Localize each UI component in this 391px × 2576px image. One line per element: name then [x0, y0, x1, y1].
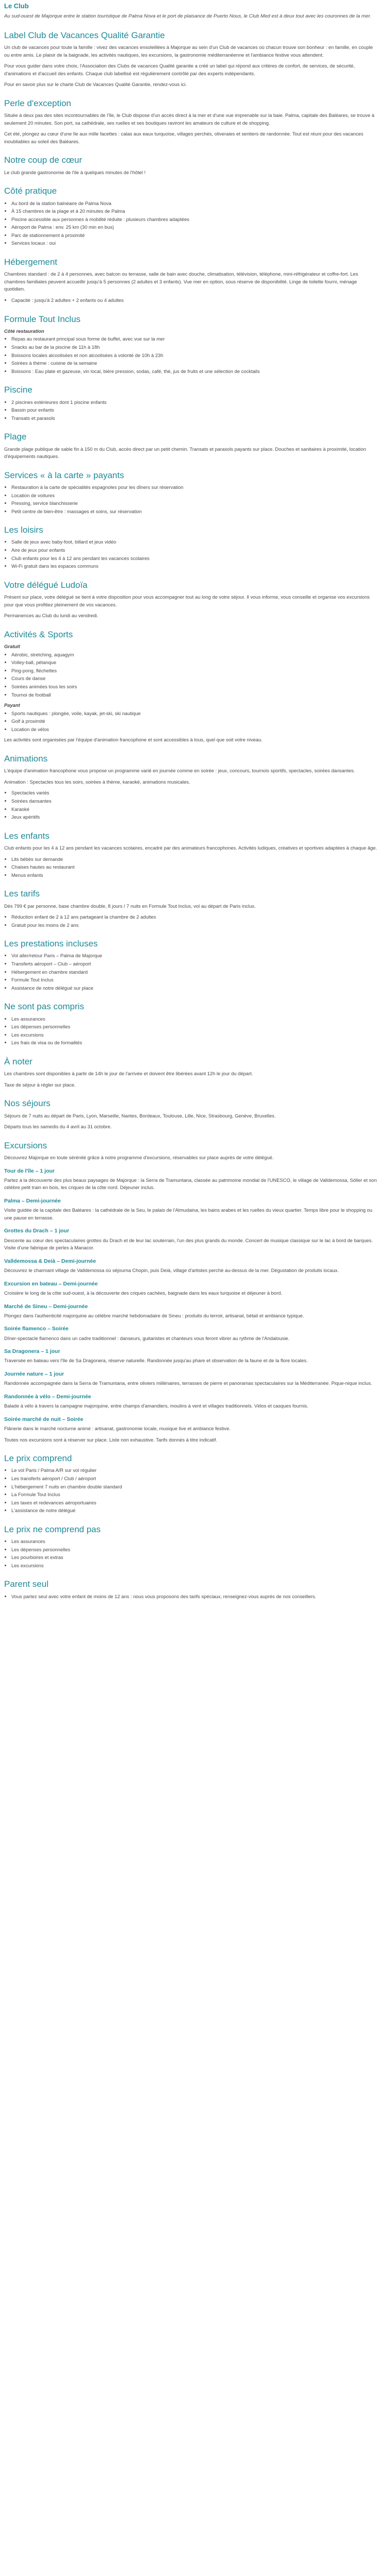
excursion-title: Journée nature – 1 jour: [4, 1371, 64, 1378]
delegue-text-2: Permanences au Club du lundi au vendredi.: [4, 613, 99, 619]
list-item: • Les excursions: [11, 1031, 379, 1039]
activites-text: Les activités sont organisées par l'équipe d'animation francophone et sont accessibles à tous, quel que soit votre niveau.: [4, 737, 263, 743]
list-item: • Bassin pour enfants: [11, 406, 379, 414]
list-item: • Formule Tout Inclus: [11, 976, 379, 984]
prestations-list: [4, 952, 379, 992]
list-item: • Les taxes et redevances aéroportuaires: [11, 1499, 379, 1507]
list-item: • Lits bébés sur demande: [11, 856, 379, 863]
list-item: • Soirées dansantes: [11, 798, 379, 805]
excursion-item: [4, 1302, 379, 1320]
piscine-heading: Piscine: [4, 385, 32, 395]
list-item: • Soirées à thème : cuisine de la semaine: [11, 360, 379, 367]
activites-payant-heading: Payant: [4, 702, 20, 708]
intro-text: Au sud-ouest de Majorque entre le station touristique de Palma Nova et le port de plaisance de Puerto Nous, le Club Med est à deux tout avec les couronnes de la mer.: [4, 13, 371, 19]
list-item: • Aérobic, stretching, aquagym: [11, 651, 379, 659]
sejours-text-1: Séjours de 7 nuits au départ de Paris, Lyon, Marseille, Nantes, Bordeaux, Toulouse, Lille, Nice, Strasbourg, Genève, Bruxelles.: [4, 1112, 276, 1118]
list-item: • Piscine accessible aux personnes à mobilité réduite : plusieurs chambres adaptées: [11, 216, 379, 224]
excursion-title: Valldemossa & Deià – Demi-journée: [4, 1258, 96, 1264]
excursion-text: Dîner-spectacle flamenco dans un cadre traditionnel : danseurs, guitaristes et chanteurs vous feront vibrer au rythme de l'Andalousie.: [4, 1335, 290, 1341]
excursions-heading: Excursions: [4, 1140, 47, 1150]
parent-seul-heading: Parent seul: [4, 1579, 48, 1589]
hebergement-heading: Hébergement: [4, 257, 58, 267]
activites-gratuit-list: [4, 651, 379, 699]
list-item: • Gratuit pour les moins de 2 ans: [11, 922, 379, 929]
excursion-text: Découvrez le charmant village de Valldemossa où séjourna Chopin, puis Deià, village d'artistes perché au-dessus de la mer. Dégustation de produits locaux.: [4, 1267, 339, 1274]
a-noter-heading: À noter: [4, 1056, 32, 1066]
list-item: • Salle de jeux avec baby-foot, billard et jeux vidéo: [11, 538, 379, 546]
list-item: • Réduction enfant de 2 à 12 ans partageant la chambre de 2 adultes: [11, 913, 379, 921]
excursion-text: Partez à la découverte des plus beaux paysages de Majorque : la Serra de Tramuntana, classée au patrimoine mondial de l'UNESCO, le village de Valldemossa, Sóller et son célèbre petit train en bois, les criques de la côte nord. Déjeuner inclus.: [4, 1177, 377, 1191]
enfants-heading: Les enfants: [4, 831, 50, 841]
prestations-heading: Les prestations incluses: [4, 939, 98, 949]
enfants-list: [4, 856, 379, 879]
excursion-item: [4, 1370, 379, 1387]
prix-comprend-heading: Le prix comprend: [4, 1453, 72, 1464]
coup-de-coeur-heading: Notre coup de cœur: [4, 155, 83, 165]
list-item: • Karaoké: [11, 806, 379, 814]
coup-de-coeur-text: Le club grande gastronomie de l'ile à quelques minutes de l'hôtel !: [4, 169, 146, 175]
excursion-text: Flânerie dans le marché nocturne animé : artisanat, gastronomie locale, musique live et ambiance festive.: [4, 1426, 231, 1432]
prix-ne-comprend-heading: Le prix ne comprend pas: [4, 1524, 101, 1534]
perle-text-2: Cet été, plongez au cœur d'une île aux mille facettes : calas aux eaux turquoise, villages perchés, oliveraies et sentiers de randonnée. Tout est réuni pour des vacances inoubliables au soleil des Baléares.: [4, 131, 364, 144]
cote-pratique-list: [4, 200, 379, 247]
animations-text-2: Animation : Spectacles tous les soirs, soirées à thème, karaoké, animations musicales.: [4, 778, 190, 785]
list-item: • Assistance de notre délégué sur place: [11, 985, 379, 992]
label-text-3[interactable]: Pour en savoir plus sur le charte Club de Vacances Qualité Garantie, rendez-vous ici.: [4, 81, 187, 88]
excursion-item: [4, 1167, 379, 1192]
animations-list: [4, 789, 379, 821]
excursion-title: Soirée flamenco – Soirée: [4, 1326, 69, 1332]
list-item: • Les dépenses personnelles: [11, 1023, 379, 1031]
perle-heading: Perle d'exception: [4, 98, 71, 108]
list-item: • Ping-pong, fléchettes: [11, 667, 379, 675]
list-item: • Chaises hautes au restaurant: [11, 863, 379, 871]
list-item: • Transats et parasols: [11, 415, 379, 422]
list-item: • Parc de stationnement à proximité: [11, 232, 379, 240]
a-noter-text-1: Les chambres sont disponibles à partir de 14h le jour de l'arrivée et doivent être libérées avant 12h le jour du départ.: [4, 1071, 253, 1077]
formule-heading: Formule Tout Inclus: [4, 314, 81, 324]
activites-payant-list: [4, 710, 379, 734]
excursion-item: [4, 1393, 379, 1410]
animations-text-1: L'équipe d'animation francophone vous propose un programme varié en journée comme en soirée : jeux, concours, tournois sportifs, spectacles, soirées dansantes.: [4, 768, 355, 774]
list-item: • Petit centre de bien-être : massages et soins, sur réservation: [11, 508, 379, 516]
formule-list: [4, 335, 379, 375]
list-item: • Les dépenses personnelles: [11, 1546, 379, 1554]
list-item: • Vous partez seul avec votre enfant de moins de 12 ans : nous vous proposons des tarifs spéciaux, renseignez-vous auprès de nos conseillers.: [11, 1593, 379, 1601]
list-item: • L'assistance de notre délégué: [11, 1507, 379, 1515]
list-item: • Transferts aéroport – Club – aéroport: [11, 960, 379, 968]
excursion-item: [4, 1227, 379, 1251]
excursions-list: [4, 1167, 379, 1433]
services-heading: Services « à la carte » payants: [4, 470, 124, 480]
page-title: Le Club: [4, 2, 29, 10]
list-item: • Restauration à la carte de spécialités espagnoles pour les dîners sur réservation: [11, 484, 379, 492]
list-item: • Boissons : Eau plate et gazeuse, vin local, bière pression, sodas, café, thé, jus de fruits et une sélection de cocktails: [11, 368, 379, 376]
label-text-2: Pour vous guider dans votre choix, l'Association des Clubs de vacances Qualité garantie a créé un label qui répond aux critères de confort, de services, de sécurité, d'animations et d'accueil des enfants. Chaque club labellisé est régulièrement contrôlé par des experts indépendants.: [4, 63, 355, 76]
perle-text-1: Située à deux pas des sites incontournables de l'île, le Club dispose d'un accès direct à la mer et d'une vue imprenable sur la baie. Palma, capitale des Baléares, se trouve à seulement 20 minutes. Son port, sa cathédrale, ses ruelles et ses boutiques raviront les amateurs de culture et de shopping.: [4, 112, 374, 126]
list-item: • Boissons locales alcoolisées et non alcoolisées à volonté de 10h à 23h: [11, 352, 379, 360]
non-compris-list: [4, 1015, 379, 1047]
excursion-title: Sa Dragonera – 1 jour: [4, 1348, 60, 1355]
parent-seul-list: [4, 1593, 379, 1601]
list-item: • La Formule Tout Inclus: [11, 1491, 379, 1499]
list-item: • Jeux apéritifs: [11, 814, 379, 821]
excursion-title: Soirée marché de nuit – Soirée: [4, 1416, 84, 1422]
list-item: • Snacks au bar de la piscine de 11h à 18h: [11, 344, 379, 351]
label-text-1: Un club de vacances pour toute la famille : vivez des vacances ensoleillées à Majorque au sein d'un Club de vacances où chacun trouve son bonheur : en famille, en couple ou entre amis. Le plaisir de la baignade, les activités nautiques, les excursions, la gastronomie méditerranéenne et l'ambiance festive vous attendent.: [4, 44, 373, 58]
list-item: • Club enfants pour les 4 à 12 ans pendant les vacances scolaires: [11, 555, 379, 563]
list-item: • Aéroport de Palma : env. 25 km (30 min en bus): [11, 224, 379, 231]
non-compris-heading: Ne sont pas compris: [4, 1002, 84, 1012]
enfants-text: Club enfants pour les 4 à 12 ans pendant les vacances scolaires, encadré par des animateurs francophones. Activités ludiques, créatives et sportives adaptées à chaque âge.: [4, 844, 377, 851]
a-noter-text-2: Taxe de séjour à régler sur place.: [4, 1081, 76, 1088]
excursion-title: Palma – Demi-journée: [4, 1198, 61, 1204]
excursion-item: [4, 1415, 379, 1433]
list-item: • Repas au restaurant principal sous forme de buffet, avec vue sur la mer: [11, 335, 379, 343]
excursion-title: Marché de Sineu – Demi-journée: [4, 1303, 88, 1310]
list-item: • L'hébergement 7 nuits en chambre double standard: [11, 1483, 379, 1491]
list-item: • Les excursions: [11, 1562, 379, 1570]
list-item: • Les assurances: [11, 1015, 379, 1023]
sejours-heading: Nos séjours: [4, 1098, 51, 1109]
list-item: • Capacité : jusqu'à 2 adultes + 2 enfants ou 4 adultes: [11, 297, 379, 304]
list-item: • Les frais de visa ou de formalités: [11, 1039, 379, 1047]
list-item: • Le vol Paris / Palma A/R sur vol régulier: [11, 1467, 379, 1475]
excursion-item: [4, 1325, 379, 1342]
delegue-text-1: Présent sur place, votre délégué se tient à votre disposition pour vous accompagner tout au long de votre séjour. Il vous informe, vous conseille et organise vos excursions pour que vous profitiez pleinement de vos vacances.: [4, 594, 370, 607]
list-item: • Spectacles variés: [11, 789, 379, 797]
list-item: • Tournoi de football: [11, 691, 379, 699]
activites-gratuit-heading: Gratuit: [4, 643, 20, 650]
excursion-title: Randonnée à vélo – Demi-journée: [4, 1393, 91, 1400]
piscine-list: [4, 399, 379, 422]
activites-heading: Activités & Sports: [4, 629, 73, 639]
list-item: • Hébergement en chambre standard: [11, 969, 379, 976]
list-item: • Menus enfants: [11, 872, 379, 879]
list-item: • Les pourboires et extras: [11, 1554, 379, 1562]
list-item: • Les transferts aéroport / Club / aéroport: [11, 1475, 379, 1483]
formule-subheading: Côté restauration: [4, 328, 44, 334]
list-item: • Sports nautiques : plongée, voile, kayak, jet-ski, ski nautique: [11, 710, 379, 718]
sejours-text-2: Départs tous les samedis du 4 avril au 31 octobre.: [4, 1124, 112, 1130]
list-item: • Aire de jeux pour enfants: [11, 547, 379, 554]
excursion-text: Plongez dans l'authenticité majorquine au célèbre marché hebdomadaire de Sineu : produits du terroir, artisanat, bétail et ambiance typique.: [4, 1312, 304, 1318]
delegue-heading: Votre délégué Ludoïa: [4, 580, 88, 590]
excursion-item: [4, 1257, 379, 1275]
list-item: • Services locaux : oui: [11, 240, 379, 247]
excursion-text: Visite guidée de la capitale des Baléares : la cathédrale de la Seu, le palais de l'Almudaina, les bains arabes et les ruelles du vieux quartier. Temps libre pour le shopping ou une pause en terrasse.: [4, 1207, 372, 1221]
hebergement-list: [4, 297, 379, 304]
tarifs-heading: Les tarifs: [4, 889, 40, 899]
loisirs-list: [4, 538, 379, 570]
excursion-text: Descente au cœur des spectaculaires grottes du Drach et de leur lac souterrain, l'un des plus grands du monde. Concert de musique classique sur le lac à bord de barques. Visite d'une fabrique de perles à Manacor.: [4, 1237, 373, 1251]
list-item: • Location de voitures: [11, 492, 379, 500]
list-item: • 2 piscines extérieures dont 1 piscine enfants: [11, 399, 379, 406]
label-heading: Label Club de Vacances Qualité Garantie: [4, 30, 165, 40]
services-list: [4, 484, 379, 515]
excursion-item: [4, 1197, 379, 1222]
cote-pratique-heading: Côté pratique: [4, 186, 57, 196]
excursion-text: Croisière le long de la côte sud-ouest, à la découverte des criques cachées, baignade dans les eaux turquoise et déjeuner à bord.: [4, 1290, 282, 1296]
animations-heading: Animations: [4, 753, 48, 764]
list-item: • Les assurances: [11, 1538, 379, 1546]
excursion-item: [4, 1280, 379, 1297]
list-item: • Au bord de la station balnéaire de Palma Nova: [11, 200, 379, 208]
excursion-text: Traversée en bateau vers l'île de Sa Dragonera, réserve naturelle. Randonnée jusqu'au phare et observation de la faune et de la flore locales.: [4, 1358, 308, 1364]
list-item: • Wi-Fi gratuit dans les espaces communs: [11, 563, 379, 570]
excursion-title: Excursion en bateau – Demi-journée: [4, 1280, 98, 1287]
excursion-text: Balade à vélo à travers la campagne majorquine, entre champs d'amandiers, moulins à vent et villages traditionnels. Vélos et casques fournis.: [4, 1403, 308, 1409]
list-item: • Volley-ball, pétanque: [11, 659, 379, 667]
prix-comprend-list: [4, 1467, 379, 1514]
list-item: • Vol aller/retour Paris – Palma de Majorque: [11, 952, 379, 960]
hebergement-text: Chambres standard : de 2 à 4 personnes, avec balcon ou terrasse, salle de bain avec douche, climatisation, télévision, téléphone, mini-réfrigérateur et coffre-fort. Les chambres familiales peuvent accueillir jusqu'à 5 personnes (2 adultes et 3 enfants). Vue mer en option, sous réserve de disponibilité. Linge de toilette fourni, ménage quotidien.: [4, 271, 359, 292]
excursion-item: [4, 1347, 379, 1365]
prix-ne-comprend-list: [4, 1538, 379, 1569]
loisirs-heading: Les loisirs: [4, 525, 43, 535]
plage-heading: Plage: [4, 432, 27, 442]
tarifs-text: Dès 799 € par personne, base chambre double, 8 jours / 7 nuits en Formule Tout Inclus, vol au départ de Paris inclus.: [4, 903, 256, 909]
excursions-intro: Découvrez Majorque en toute sérénité grâce à notre programme d'excursions, réservables sur place auprès de votre délégué.: [4, 1155, 274, 1160]
excursions-outro: Toutes nos excursions sont à réserver sur place. Liste non exhaustive. Tarifs donnés à titre indicatif.: [4, 1436, 218, 1443]
list-item: • Location de vélos: [11, 726, 379, 734]
list-item: • À 15 chambres de la plage et à 20 minutes de Palma: [11, 208, 379, 215]
list-item: • Pressing, service blanchisserie: [11, 500, 379, 507]
list-item: • Golf à proximité: [11, 718, 379, 725]
excursion-text: Randonnée accompagnée dans la Serra de Tramuntana, entre oliviers millénaires, terrasses de pierre et panoramas spectaculaires sur la Méditerranée. Pique-nique inclus.: [4, 1380, 372, 1386]
excursion-title: Grottes du Drach – 1 jour: [4, 1228, 70, 1234]
list-item: • Soirées animées tous les soirs: [11, 683, 379, 691]
list-item: • Cours de danse: [11, 675, 379, 683]
excursion-title: Tour de l'île – 1 jour: [4, 1167, 55, 1174]
plage-text: Grande plage publique de sable fin à 150 m du Club, accès direct par un petit chemin. Transats et parasols payants sur place. Douches et sanitaires à proximité, location d'équipements nautiques.: [4, 446, 366, 460]
tarifs-list: [4, 913, 379, 929]
